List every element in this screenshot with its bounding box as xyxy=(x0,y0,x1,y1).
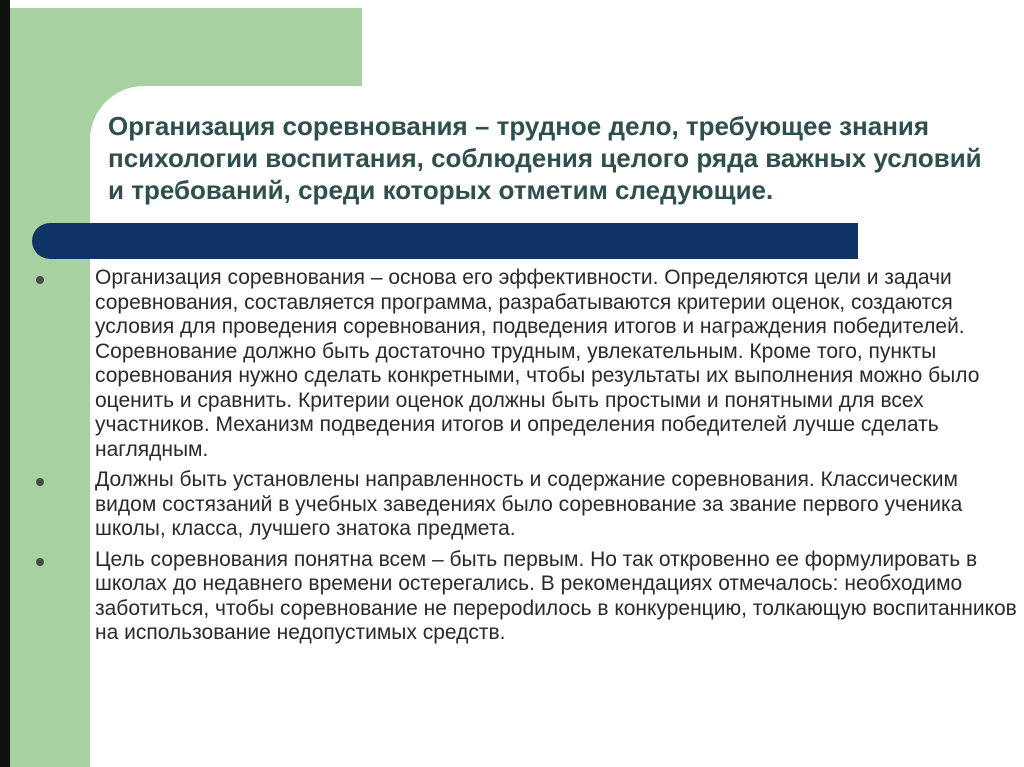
bullet-text: Цель соревнования понятна всем – быть первым. Но так откровенно ее формулировать в школах до недавнего времени остерегались. В рекомендациях отмечалось: необходимо заботиться, чтобы соревнование не перерodилось в конкуренцию, толкающую воспитанников на использование недопустимых средств. xyxy=(95,547,1017,644)
bullet-dot-icon xyxy=(36,276,44,284)
left-frame-border xyxy=(0,0,10,767)
bullet-item xyxy=(30,266,1020,462)
bullet-list xyxy=(30,266,1020,652)
bullet-item xyxy=(30,468,1020,542)
bullet-dot-icon xyxy=(36,478,44,486)
bullet-item xyxy=(30,548,1020,646)
bullet-text: Организация соревнования – основа его эффективности. Определяются цели и задачи соревнования, составляется программа, разрабатываются критерии оценок, создаются условия для проведения соревнования, подведения итогов и награждения победителей. Соревнование должно быть достаточно трудным, увлекательным. Кроме того, пункты соревнования нужно сделать конкретными, чтобы результаты их выполнения можно было оценить и сравнить. Критерии оценок должны быть простыми и понятными для всех участников. Механизм подведения итогов и определения победителей лучше сделать наглядным. xyxy=(95,266,980,461)
divider-bar xyxy=(32,223,858,259)
slide-title: Организация соревнования – трудное дело, требующее знания психологии воспитания, соблюдения целого ряда важных условий и требований, среди которых отметим следующие. xyxy=(108,111,982,205)
bullet-text: Должны быть установлены направленность и содержание соревнования. Классическим видом состязаний в учебных заведениях было соревнование за звание первого ученика школы, класса, лучшего знатока предмета. xyxy=(95,468,963,540)
bullet-dot-icon xyxy=(36,558,44,566)
